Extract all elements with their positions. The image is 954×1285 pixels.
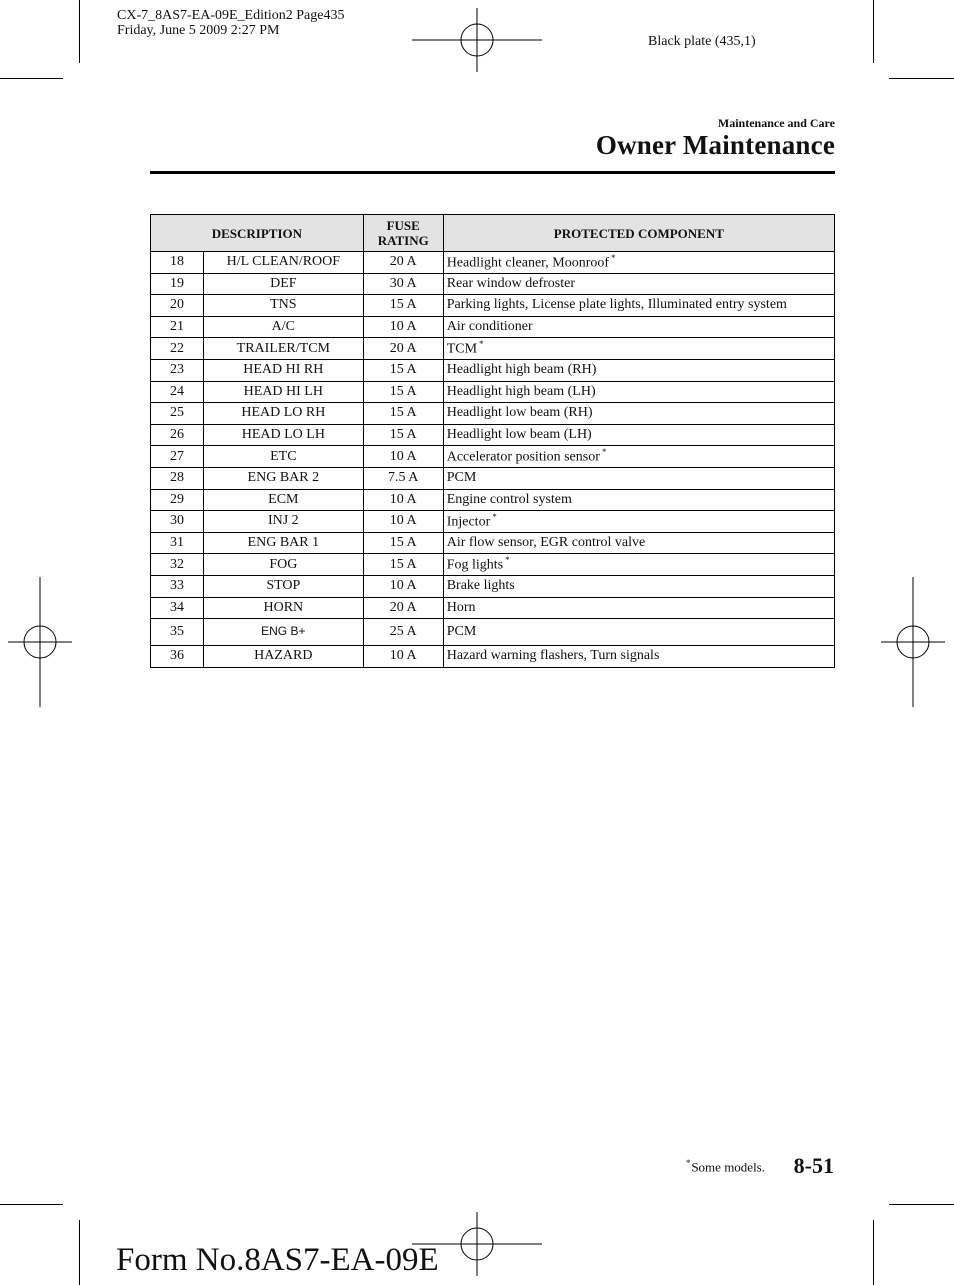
fuse-rating-cell (363, 532, 443, 554)
table-row (151, 273, 835, 295)
fuse-description-cell (203, 467, 363, 489)
fuse-table-body (151, 252, 835, 668)
fuse-rating-cell-text: 15 A (389, 556, 417, 572)
table-row (151, 532, 835, 554)
protected-component-cell-text: Horn (446, 599, 476, 615)
fuse-rating-cell (363, 381, 443, 403)
fuse-rating-cell-text: 10 A (389, 578, 417, 594)
table-row (151, 554, 835, 576)
table-row (151, 316, 835, 338)
fuse-description-cell-text: STOP (266, 578, 301, 594)
fuse-description-cell (203, 359, 363, 381)
fuse-number-cell-text: 34 (169, 599, 184, 615)
fuse-description-cell-text: ENG BAR 2 (247, 470, 320, 486)
fuse-number-cell-text: 27 (169, 448, 184, 464)
protected-component-cell-text: Air flow sensor, EGR control valve (446, 535, 646, 551)
table-row (151, 489, 835, 511)
protected-component-cell-text: PCM (446, 470, 477, 486)
fuse-number-cell (151, 532, 204, 554)
fuse-description-cell (203, 316, 363, 338)
fuse-description-cell (203, 252, 363, 274)
footnote (686, 1158, 765, 1175)
fuse-rating-cell-text: 30 A (389, 275, 417, 291)
fuse-description-cell-text: DEF (270, 275, 297, 291)
col-header-description: DESCRIPTION (151, 215, 364, 252)
fuse-number-cell (151, 295, 204, 317)
table-row (151, 359, 835, 381)
fuse-description-cell-text: TNS (270, 297, 297, 313)
fuse-description-cell-text: ETC (270, 448, 297, 464)
fuse-number-cell-text: 26 (169, 427, 184, 443)
fuse-rating-cell (363, 575, 443, 597)
fuse-description-cell (203, 338, 363, 360)
fuse-number-cell (151, 359, 204, 381)
fuse-description-cell (203, 381, 363, 403)
table-header-row (151, 215, 835, 252)
crop-mark (79, 1220, 80, 1285)
protected-component-cell-text: Headlight high beam (RH) (446, 362, 597, 378)
fuse-number-cell-text: 36 (169, 648, 184, 664)
fuse-rating-cell (363, 446, 443, 468)
table-row (151, 403, 835, 425)
fuse-description-cell-text: HEAD HI LH (243, 383, 323, 399)
fuse-description-cell (203, 403, 363, 425)
fuse-number-cell (151, 381, 204, 403)
fuse-rating-cell (363, 467, 443, 489)
fuse-description-cell (203, 597, 363, 619)
asterisk-icon: * (492, 512, 497, 523)
fuse-number-cell-text: 30 (169, 513, 184, 529)
fuse-number-cell-text: 19 (169, 275, 184, 291)
asterisk-icon: * (505, 555, 510, 566)
asterisk-icon: * (601, 447, 607, 458)
form-number: Form No.8AS7-EA-09E (116, 1242, 439, 1278)
fuse-number-cell (151, 403, 204, 425)
crop-mark (873, 1220, 874, 1285)
fuse-description-cell (203, 532, 363, 554)
plate-label: Black plate (435,1) (648, 34, 756, 49)
fuse-rating-cell (363, 424, 443, 446)
fuse-description-cell (203, 554, 363, 576)
table-row (151, 424, 835, 446)
fuse-description-cell (203, 446, 363, 468)
table-row (151, 597, 835, 619)
protected-component-cell (443, 619, 834, 646)
fuse-number-cell-text: 29 (169, 491, 184, 507)
fuse-number-cell (151, 467, 204, 489)
protected-component-cell (443, 316, 834, 338)
fuse-rating-cell-text: 10 A (389, 319, 417, 335)
fuse-number-cell (151, 597, 204, 619)
fuse-description-cell (203, 295, 363, 317)
protected-component-cell (443, 554, 834, 576)
fuse-description-cell-text: HORN (263, 599, 304, 615)
print-date-line: Friday, June 5 2009 2:27 PM (117, 23, 280, 38)
fuse-description-cell-text: ENG B+ (261, 624, 306, 639)
table-row (151, 381, 835, 403)
fuse-number-cell-text: 25 (169, 405, 184, 421)
protected-component-cell (443, 273, 834, 295)
registration-mark-icon (412, 8, 542, 72)
fuse-rating-cell (363, 511, 443, 533)
protected-component-cell-text: Accelerator position sensor (446, 449, 600, 465)
table-row (151, 338, 835, 360)
fuse-description-cell-text: ENG BAR 1 (247, 535, 320, 551)
fuse-rating-cell (363, 489, 443, 511)
fuse-description-cell-text: TRAILER/TCM (236, 340, 330, 356)
crop-mark (889, 78, 954, 79)
protected-component-cell-text: Brake lights (446, 578, 515, 594)
fuse-number-cell-text: 32 (169, 556, 184, 572)
fuse-rating-cell (363, 316, 443, 338)
fuse-rating-cell (363, 403, 443, 425)
fuse-rating-cell-text: 15 A (389, 405, 417, 421)
table-row (151, 467, 835, 489)
fuse-description-cell (203, 273, 363, 295)
table-row (151, 619, 835, 646)
protected-component-cell-text: Headlight high beam (LH) (446, 383, 596, 399)
protected-component-cell-text: Rear window defroster (446, 275, 575, 291)
fuse-number-cell (151, 424, 204, 446)
protected-component-cell (443, 403, 834, 425)
fuse-rating-cell-text: 15 A (389, 383, 417, 399)
protected-component-cell (443, 511, 834, 533)
fuse-rating-cell (363, 646, 443, 668)
fuse-number-cell (151, 252, 204, 274)
fuse-description-cell (203, 619, 363, 646)
fuse-number-cell-text: 22 (169, 340, 184, 356)
print-file-line: CX-7_8AS7-EA-09E_Edition2 Page435 (117, 8, 345, 23)
fuse-number-cell-text: 18 (169, 254, 184, 270)
protected-component-cell (443, 359, 834, 381)
fuse-number-cell (151, 575, 204, 597)
protected-component-cell-text: Headlight low beam (RH) (446, 405, 593, 421)
protected-component-cell (443, 446, 834, 468)
fuse-number-cell-text: 23 (169, 362, 184, 378)
fuse-rating-cell (363, 295, 443, 317)
protected-component-cell-text: Parking lights, License plate lights, Illuminated entry system (446, 297, 787, 313)
fuse-number-cell (151, 646, 204, 668)
fuse-number-cell-text: 20 (169, 297, 184, 313)
fuse-description-cell-text: FOG (269, 556, 298, 572)
fuse-rating-cell-text: 15 A (389, 362, 417, 378)
protected-component-cell-text: Injector (446, 514, 491, 530)
fuse-rating-cell (363, 554, 443, 576)
protected-component-cell (443, 424, 834, 446)
protected-component-cell (443, 252, 834, 274)
fuse-rating-cell-text: 15 A (389, 535, 417, 551)
fuse-number-cell-text: 33 (169, 578, 184, 594)
fuse-number-cell-text: 31 (169, 535, 184, 551)
fuse-description-cell-text: HEAD LO RH (241, 405, 326, 421)
fuse-description-cell (203, 646, 363, 668)
protected-component-cell-text: Air conditioner (446, 319, 533, 335)
footnote-text: Some models. (691, 1159, 765, 1175)
crop-mark (0, 1204, 63, 1205)
fuse-rating-cell-text: 20 A (389, 254, 417, 270)
fuse-number-cell-text: 24 (169, 383, 184, 399)
crop-mark (79, 0, 80, 63)
protected-component-cell (443, 338, 834, 360)
fuse-number-cell-text: 21 (169, 319, 184, 335)
fuse-rating-cell (363, 252, 443, 274)
fuse-description-cell-text: H/L CLEAN/ROOF (226, 254, 341, 270)
fuse-number-cell (151, 316, 204, 338)
fuse-number-cell-text: 35 (169, 624, 184, 640)
fuse-rating-cell (363, 338, 443, 360)
fuse-rating-cell-text: 15 A (389, 427, 417, 443)
protected-component-cell-text: Hazard warning flashers, Turn signals (446, 648, 660, 664)
fuse-description-cell-text: HEAD LO LH (241, 427, 325, 443)
protected-component-cell (443, 489, 834, 511)
col-header-rating: FUSE RATING (363, 215, 443, 252)
protected-component-cell (443, 646, 834, 668)
fuse-description-cell-text: HAZARD (254, 648, 313, 664)
fuse-rating-cell-text: 10 A (389, 648, 417, 664)
table-row (151, 646, 835, 668)
fuse-rating-cell-text: 15 A (389, 297, 417, 313)
table-row (151, 511, 835, 533)
protected-component-cell (443, 467, 834, 489)
table-row (151, 575, 835, 597)
table-row (151, 252, 835, 274)
registration-mark-icon (8, 577, 72, 707)
crop-mark (873, 0, 874, 63)
page-title: Owner Maintenance (595, 130, 835, 160)
fuse-description-cell (203, 511, 363, 533)
protected-component-cell (443, 381, 834, 403)
fuse-description-cell (203, 489, 363, 511)
fuse-number-cell (151, 511, 204, 533)
title-rule (150, 171, 835, 174)
asterisk-icon: * (685, 1158, 691, 1168)
registration-mark-icon (881, 577, 945, 707)
protected-component-cell (443, 295, 834, 317)
crop-mark (889, 1204, 954, 1205)
fuse-description-cell (203, 424, 363, 446)
fuse-number-cell (151, 338, 204, 360)
fuse-number-cell (151, 446, 204, 468)
fuse-number-cell (151, 554, 204, 576)
fuse-number-cell-text: 28 (169, 470, 184, 486)
fuse-description-cell-text: ECM (268, 491, 299, 507)
col-header-component: PROTECTED COMPONENT (443, 215, 834, 252)
fuse-table (150, 214, 835, 668)
fuse-rating-cell-text: 10 A (389, 491, 417, 507)
protected-component-cell-text: TCM (446, 342, 478, 357)
fuse-rating-cell-text: 20 A (389, 599, 417, 615)
fuse-rating-cell-text: 25 A (389, 624, 417, 640)
fuse-description-cell-text: INJ 2 (267, 513, 299, 529)
protected-component-cell (443, 597, 834, 619)
fuse-description-cell-text: A/C (271, 319, 295, 335)
fuse-rating-cell-text: 7.5 A (388, 470, 419, 486)
protected-component-cell-text: PCM (446, 624, 477, 640)
fuse-number-cell (151, 273, 204, 295)
fuse-description-cell-text: HEAD HI RH (243, 362, 324, 378)
fuse-rating-cell-text: 20 A (389, 340, 417, 356)
fuse-rating-cell (363, 597, 443, 619)
fuse-number-cell (151, 619, 204, 646)
fuse-rating-cell-text: 10 A (389, 448, 417, 464)
fuse-rating-cell (363, 359, 443, 381)
fuse-rating-cell (363, 273, 443, 295)
protected-component-cell-text: Engine control system (446, 491, 572, 507)
fuse-rating-cell (363, 619, 443, 646)
protected-component-cell-text: Headlight cleaner, Moonroof (446, 255, 610, 271)
fuse-number-cell (151, 489, 204, 511)
table-row (151, 295, 835, 317)
fuse-description-cell (203, 575, 363, 597)
table-row (151, 446, 835, 468)
section-label: Maintenance and Care (717, 116, 835, 130)
page-number: 8-51 (793, 1153, 834, 1178)
protected-component-cell (443, 575, 834, 597)
asterisk-icon: * (479, 339, 484, 350)
protected-component-cell (443, 532, 834, 554)
fuse-rating-cell-text: 10 A (389, 513, 417, 529)
protected-component-cell-text: Fog lights (446, 557, 504, 573)
asterisk-icon: * (611, 252, 616, 263)
protected-component-cell-text: Headlight low beam (LH) (446, 427, 592, 443)
crop-mark (0, 78, 63, 79)
